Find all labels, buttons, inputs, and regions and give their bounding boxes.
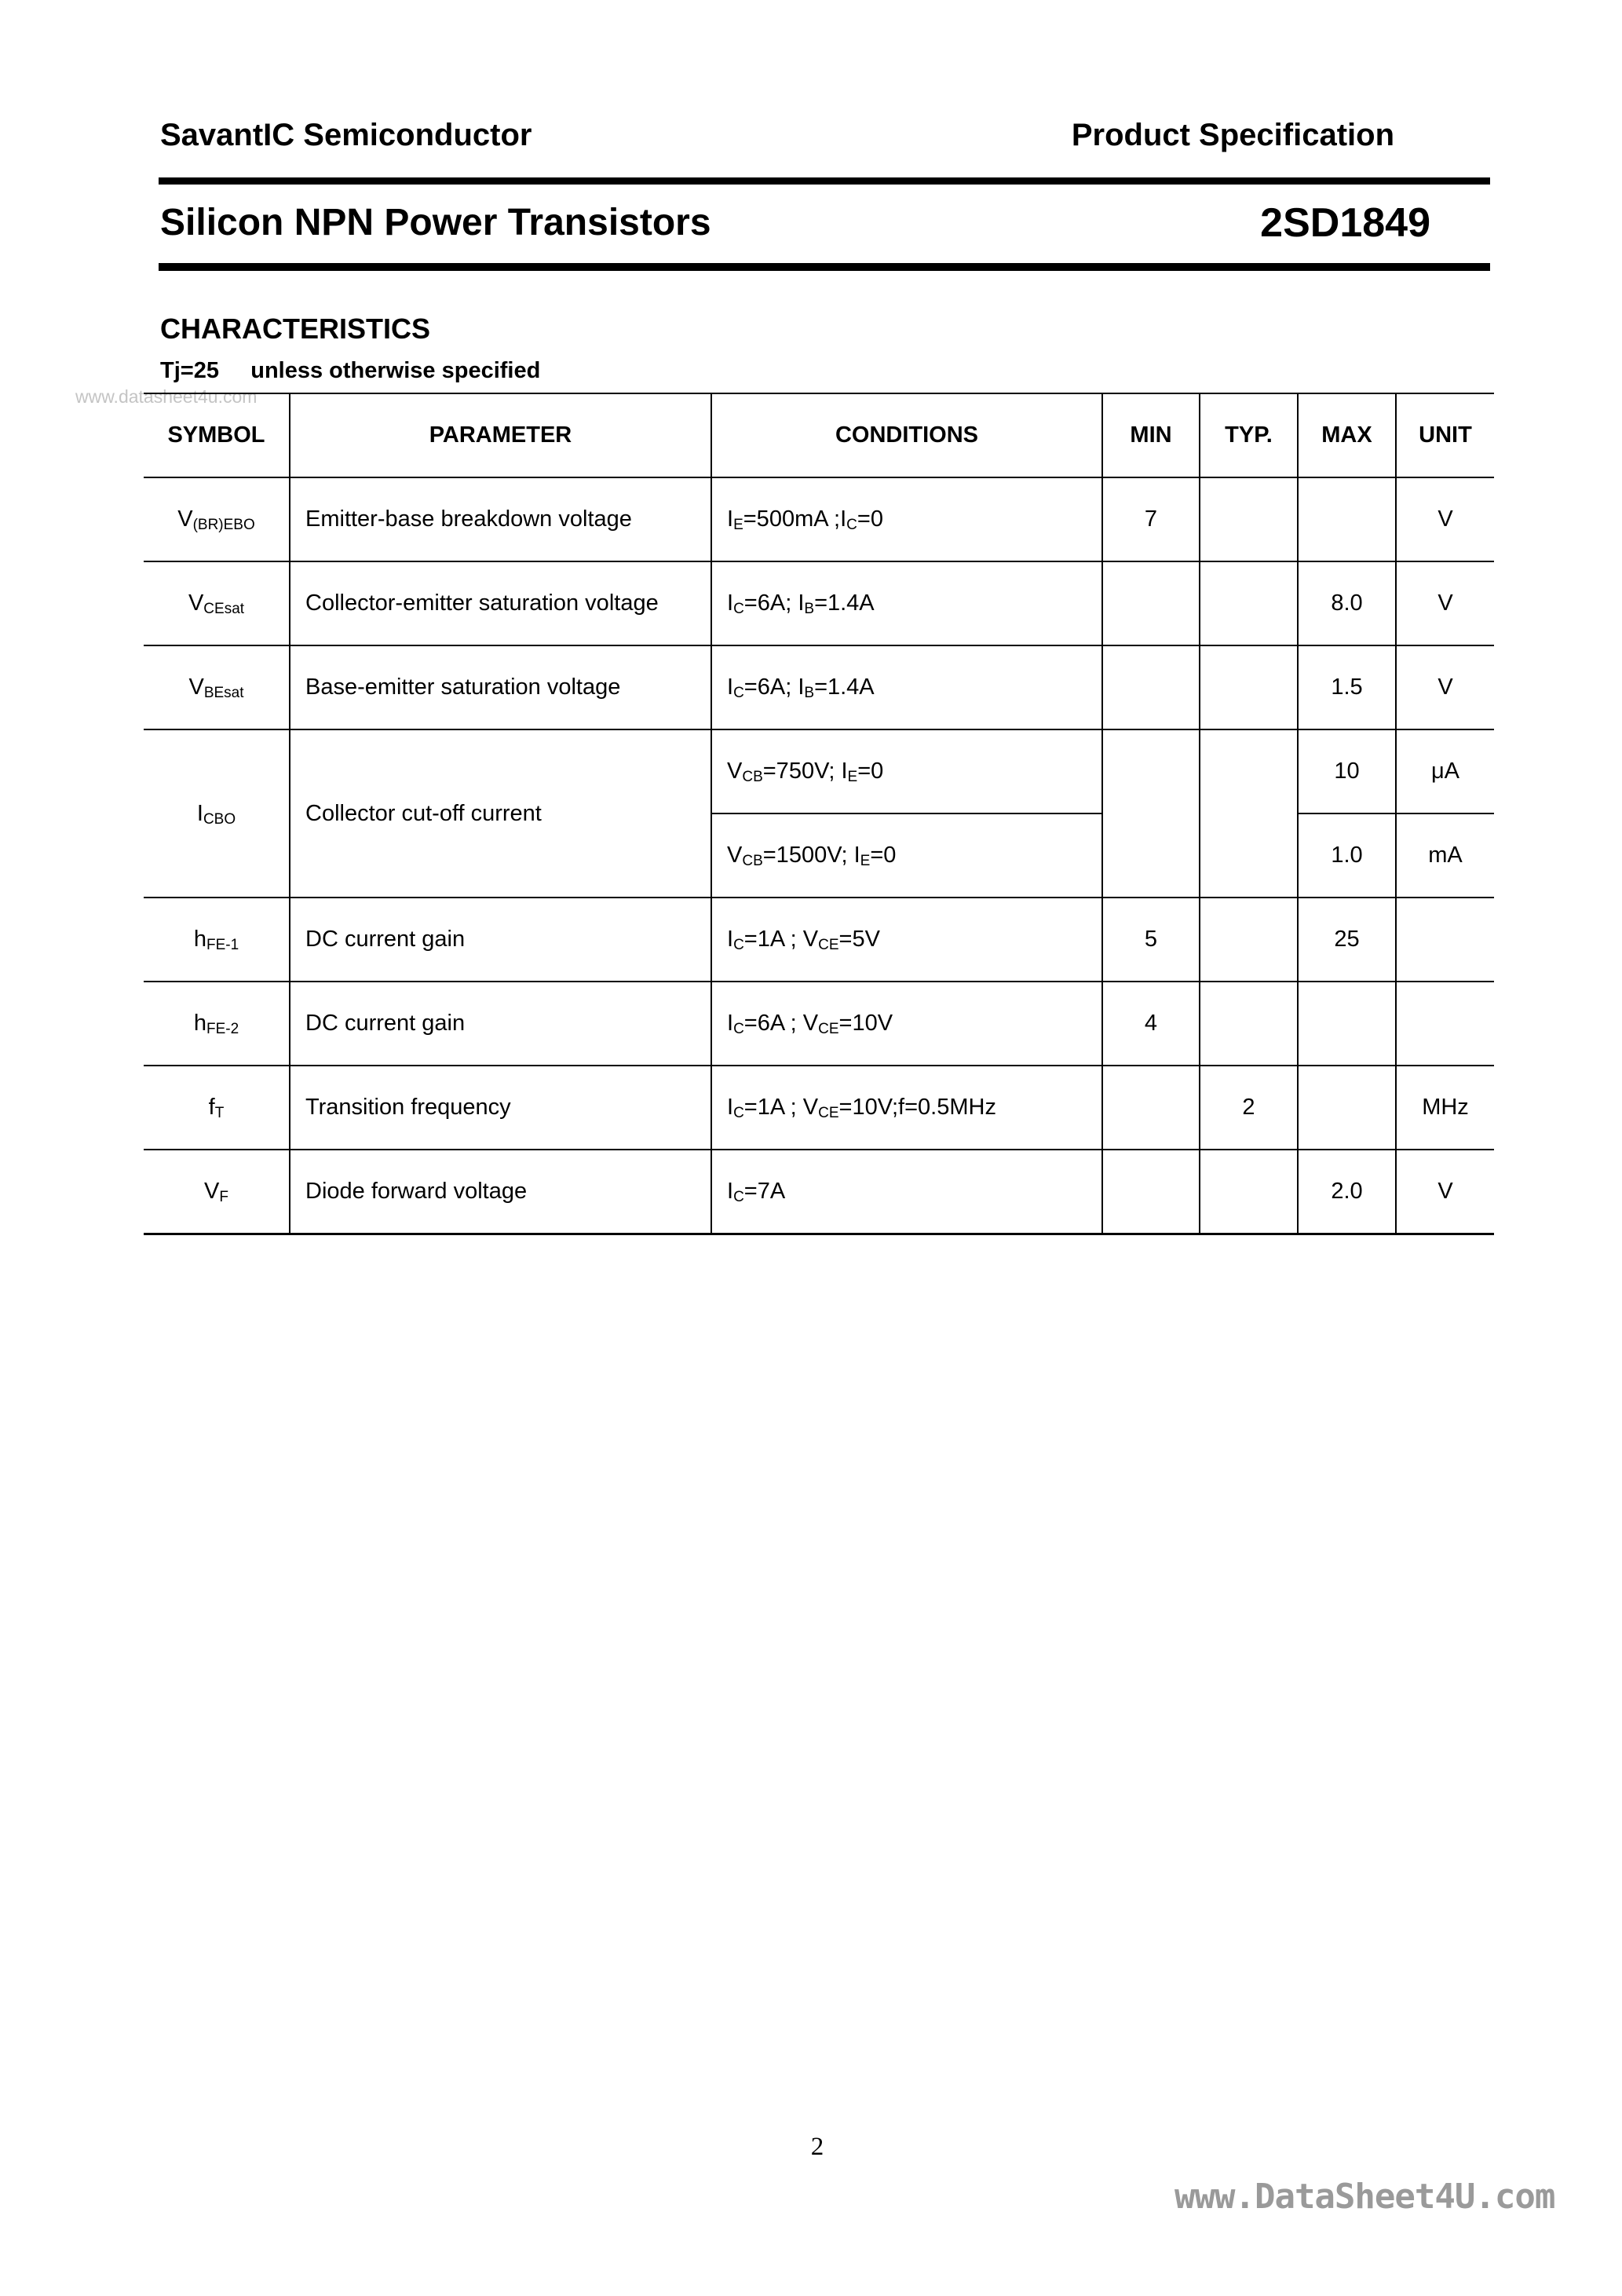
- table-row: [144, 982, 1494, 1066]
- symbol-main: V: [188, 590, 204, 616]
- cell-conditions: [711, 898, 1102, 982]
- subscript: C: [846, 517, 857, 533]
- cell-conditions: [711, 1066, 1102, 1150]
- text-segment: =10V;f=0.5MHz: [838, 1095, 996, 1120]
- cell-max: 1.5: [1298, 645, 1396, 729]
- table-row: [144, 1150, 1494, 1234]
- text-segment: =10V: [838, 1011, 893, 1036]
- cell-typ: [1200, 645, 1298, 729]
- text-segment: =1500V; I: [762, 843, 860, 868]
- cell-min: 5: [1102, 898, 1200, 982]
- cell-min: [1102, 1150, 1200, 1234]
- cell-conditions: [711, 1150, 1102, 1234]
- subscript: C: [733, 685, 744, 701]
- watermark-bottom: www.DataSheet4U.com: [1174, 2177, 1555, 2217]
- header-typ: TYP.: [1200, 393, 1298, 477]
- cell-min: 4: [1102, 982, 1200, 1066]
- cell-parameter: Collector cut-off current: [290, 729, 711, 898]
- document-type: Product Specification: [1071, 118, 1394, 152]
- cell-min: [1102, 561, 1200, 645]
- product-title: Silicon NPN Power Transistors: [160, 202, 711, 243]
- watermark-top: www.datasheet4u.com: [75, 386, 258, 407]
- cell-conditions: [711, 982, 1102, 1066]
- text-segment: =0: [870, 843, 897, 868]
- header-rule-top: [159, 177, 1490, 185]
- text-segment: I: [727, 590, 734, 616]
- symbol-main: h: [193, 927, 206, 952]
- table-row: [144, 561, 1494, 645]
- symbol-subscript: T: [214, 1105, 225, 1121]
- symbol-subscript: F: [219, 1189, 228, 1205]
- header-min: MIN: [1102, 393, 1200, 477]
- table-row: [144, 1066, 1494, 1150]
- subscript: CE: [818, 937, 839, 953]
- company-name: SavantIC Semiconductor: [160, 118, 532, 152]
- text-segment: =1.4A: [814, 675, 875, 700]
- table-row: [144, 729, 1494, 813]
- text-segment: I: [727, 927, 734, 952]
- characteristics-table: [144, 393, 1494, 1235]
- text-segment: I: [727, 675, 734, 700]
- subscript: CE: [818, 1021, 839, 1037]
- header-rule-bottom: [159, 263, 1490, 271]
- symbol-main: V: [177, 506, 193, 532]
- cell-typ: 2: [1200, 1066, 1298, 1150]
- text-segment: =750V; I: [762, 759, 848, 784]
- text-segment: =5V: [838, 927, 880, 952]
- cell-unit: [1396, 982, 1494, 1066]
- subscript: CB: [742, 853, 763, 869]
- cell-max: 2.0: [1298, 1150, 1396, 1234]
- cell-unit: V: [1396, 1150, 1494, 1234]
- cell-unit: MHz: [1396, 1066, 1494, 1150]
- text-segment: =6A; I: [743, 590, 805, 616]
- subscript: C: [733, 1105, 744, 1121]
- subscript: C: [733, 937, 744, 953]
- cell-unit: V: [1396, 645, 1494, 729]
- symbol-subscript: FE-2: [206, 1021, 239, 1037]
- symbol-main: f: [208, 1095, 215, 1120]
- subscript: B: [804, 685, 815, 701]
- cell-unit: mA: [1396, 813, 1494, 898]
- subscript: CE: [818, 1105, 839, 1121]
- cell-min: [1102, 645, 1200, 729]
- cell-typ: [1200, 1150, 1298, 1234]
- text-segment: =1.4A: [814, 590, 875, 616]
- cell-parameter: DC current gain: [290, 898, 711, 982]
- cell-symbol: [144, 982, 290, 1066]
- subscript: E: [860, 853, 871, 869]
- symbol-main: h: [193, 1011, 206, 1036]
- cell-parameter: Transition frequency: [290, 1066, 711, 1150]
- text-segment: =1A ; V: [743, 1095, 819, 1120]
- symbol-main: I: [196, 800, 203, 826]
- symbol-subscript: CEsat: [203, 601, 245, 617]
- subscript: C: [733, 1189, 744, 1205]
- subscript: CB: [742, 769, 763, 785]
- header-unit: UNIT: [1396, 393, 1494, 477]
- cell-symbol: [144, 561, 290, 645]
- cell-max: [1298, 477, 1396, 561]
- cell-parameter: DC current gain: [290, 982, 711, 1066]
- table-body: [144, 477, 1494, 1234]
- cell-symbol: [144, 645, 290, 729]
- header-conditions: CONDITIONS: [711, 393, 1102, 477]
- text-segment: I: [727, 1179, 734, 1204]
- cell-parameter: Emitter-base breakdown voltage: [290, 477, 711, 561]
- text-segment: =6A ; V: [743, 1011, 819, 1036]
- text-segment: I: [727, 1011, 734, 1036]
- page-number: 2: [810, 2133, 824, 2161]
- cell-conditions: [711, 729, 1102, 813]
- cell-max: 8.0: [1298, 561, 1396, 645]
- cell-min: 7: [1102, 477, 1200, 561]
- cell-typ: [1200, 561, 1298, 645]
- text-segment: I: [727, 1095, 734, 1120]
- text-segment: =0: [857, 506, 883, 532]
- cell-conditions: [711, 561, 1102, 645]
- table-header-row: [144, 393, 1494, 477]
- header-symbol: SYMBOL: [144, 393, 290, 477]
- text-segment: =6A; I: [743, 675, 805, 700]
- table-row: [144, 898, 1494, 982]
- cell-max: 25: [1298, 898, 1396, 982]
- symbol-subscript: FE-1: [206, 937, 239, 953]
- text-segment: I: [727, 506, 734, 532]
- cell-unit: μA: [1396, 729, 1494, 813]
- symbol-subscript: (BR)EBO: [192, 517, 255, 533]
- section-title: CHARACTERISTICS: [160, 313, 431, 345]
- cell-symbol: [144, 1066, 290, 1150]
- cell-parameter: Base-emitter saturation voltage: [290, 645, 711, 729]
- cell-max: [1298, 982, 1396, 1066]
- cell-typ: [1200, 982, 1298, 1066]
- cell-unit: V: [1396, 477, 1494, 561]
- cell-symbol: [144, 729, 290, 898]
- cell-typ: [1200, 729, 1298, 898]
- table-row: [144, 477, 1494, 561]
- cell-max: 10: [1298, 729, 1396, 813]
- header-max: MAX: [1298, 393, 1396, 477]
- text-segment: =7A: [743, 1179, 786, 1204]
- cell-parameter: Collector-emitter saturation voltage: [290, 561, 711, 645]
- cell-unit: [1396, 898, 1494, 982]
- symbol-subscript: CBO: [203, 810, 236, 828]
- symbol-main: V: [204, 1179, 220, 1204]
- cell-max: 1.0: [1298, 813, 1396, 898]
- text-segment: =1A ; V: [743, 927, 819, 952]
- cell-symbol: [144, 898, 290, 982]
- symbol-main: V: [188, 675, 204, 700]
- cell-min: [1102, 1066, 1200, 1150]
- table-row: [144, 645, 1494, 729]
- subscript: E: [847, 769, 858, 785]
- part-number: 2SD1849: [1260, 200, 1430, 246]
- symbol-subscript: BEsat: [203, 685, 244, 701]
- cell-conditions: [711, 813, 1102, 898]
- cell-typ: [1200, 477, 1298, 561]
- cell-typ: [1200, 898, 1298, 982]
- text-segment: =500mA ;I: [743, 506, 847, 532]
- subscript: E: [733, 517, 743, 533]
- cell-conditions: [711, 477, 1102, 561]
- cell-parameter: Diode forward voltage: [290, 1150, 711, 1234]
- cell-unit: V: [1396, 561, 1494, 645]
- subscript: C: [733, 601, 744, 617]
- text-segment: V: [727, 843, 743, 868]
- cell-symbol: [144, 1150, 290, 1234]
- text-segment: =0: [857, 759, 884, 784]
- cell-conditions: [711, 645, 1102, 729]
- subscript: B: [804, 601, 815, 617]
- cell-symbol: [144, 477, 290, 561]
- text-segment: V: [727, 759, 743, 784]
- header-parameter: PARAMETER: [290, 393, 711, 477]
- condition-note: Tj=25 unless otherwise specified: [160, 358, 541, 383]
- cell-min: [1102, 729, 1200, 898]
- subscript: C: [733, 1021, 744, 1037]
- cell-max: [1298, 1066, 1396, 1150]
